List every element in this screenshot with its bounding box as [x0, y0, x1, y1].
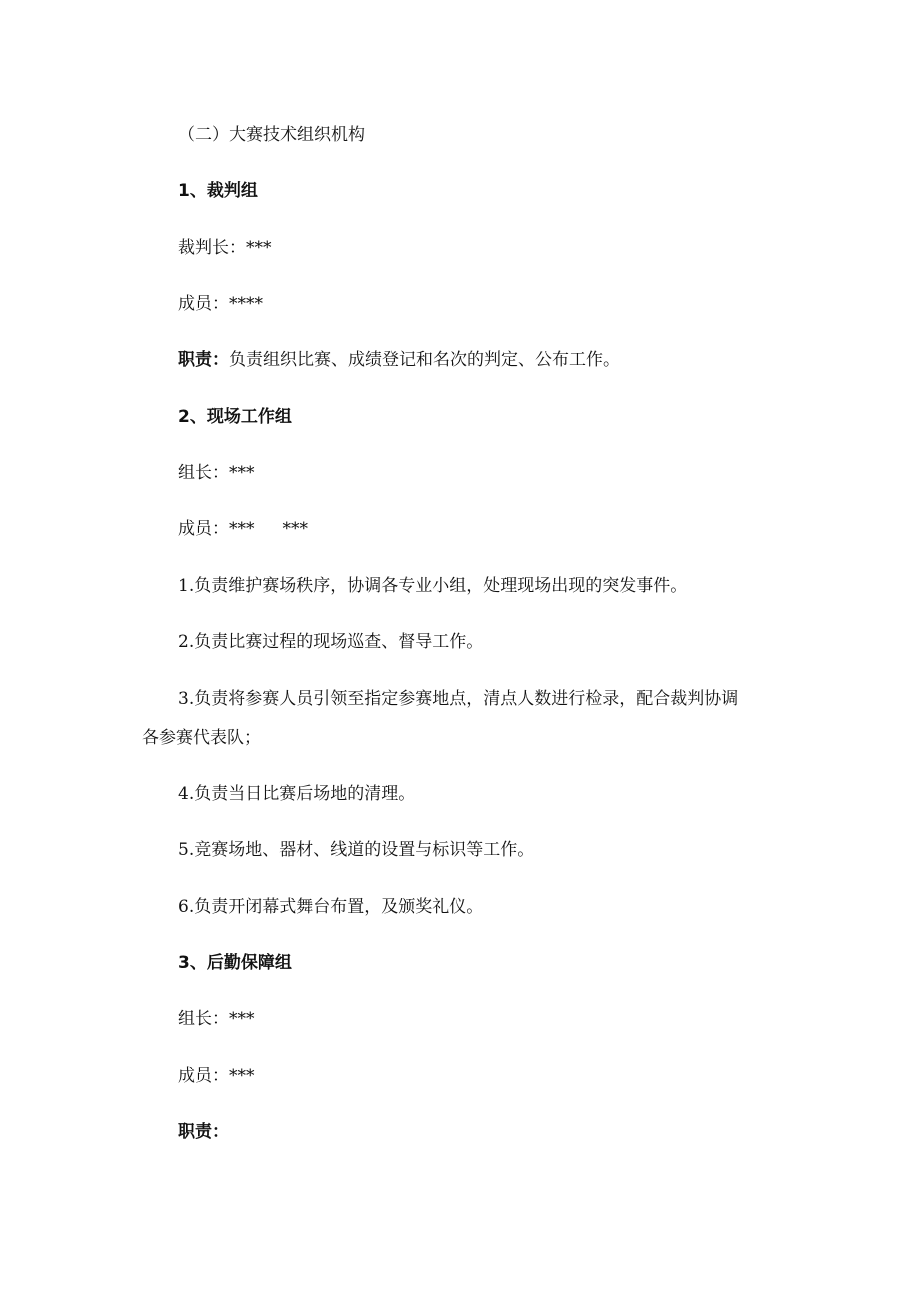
group2-duty-6: 6.负责开闭幕式舞台布置，及颁奖礼仪。: [178, 897, 484, 917]
group1-duty-label: 职责：: [178, 350, 229, 370]
group1-heading: 1、裁判组: [178, 181, 258, 201]
group2-duty-2: 2.负责比赛过程的现场巡查、督导工作。: [178, 632, 484, 652]
group2-members: [178, 518, 308, 540]
group2-heading: 2、现场工作组: [178, 407, 292, 427]
group2-duty-4: 4.负责当日比赛后场地的清理。: [178, 784, 416, 804]
group1-members: 成员：****: [178, 294, 263, 314]
group2-duty-5: 5.竞赛场地、器材、线道的设置与标识等工作。: [178, 840, 535, 860]
group1-duty: [178, 349, 620, 371]
group3-duty-label: 职责：: [178, 1122, 229, 1142]
group2-members-extra: ***: [282, 519, 308, 539]
group2-members-label: 成员：***: [178, 519, 255, 539]
group1-leader: 裁判长：***: [178, 238, 272, 258]
group3-heading: 3、后勤保障组: [178, 953, 292, 973]
group2-duty-3: 3.负责将参赛人员引领至指定参赛地点，清点人数进行检录，配合裁判协调: [178, 689, 739, 709]
section-title: （二）大赛技术组织机构: [178, 125, 365, 145]
group3-members: 成员：***: [178, 1066, 255, 1086]
group3-leader: 组长：***: [178, 1009, 255, 1029]
group2-duty-3-cont: 各参赛代表队；: [142, 728, 261, 748]
group2-leader: 组长：***: [178, 463, 255, 483]
group1-duty-text: 负责组织比赛、成绩登记和名次的判定、公布工作。: [229, 350, 620, 370]
group2-duty-1: 1.负责维护赛场秩序，协调各专业小组，处理现场出现的突发事件。: [178, 576, 688, 596]
